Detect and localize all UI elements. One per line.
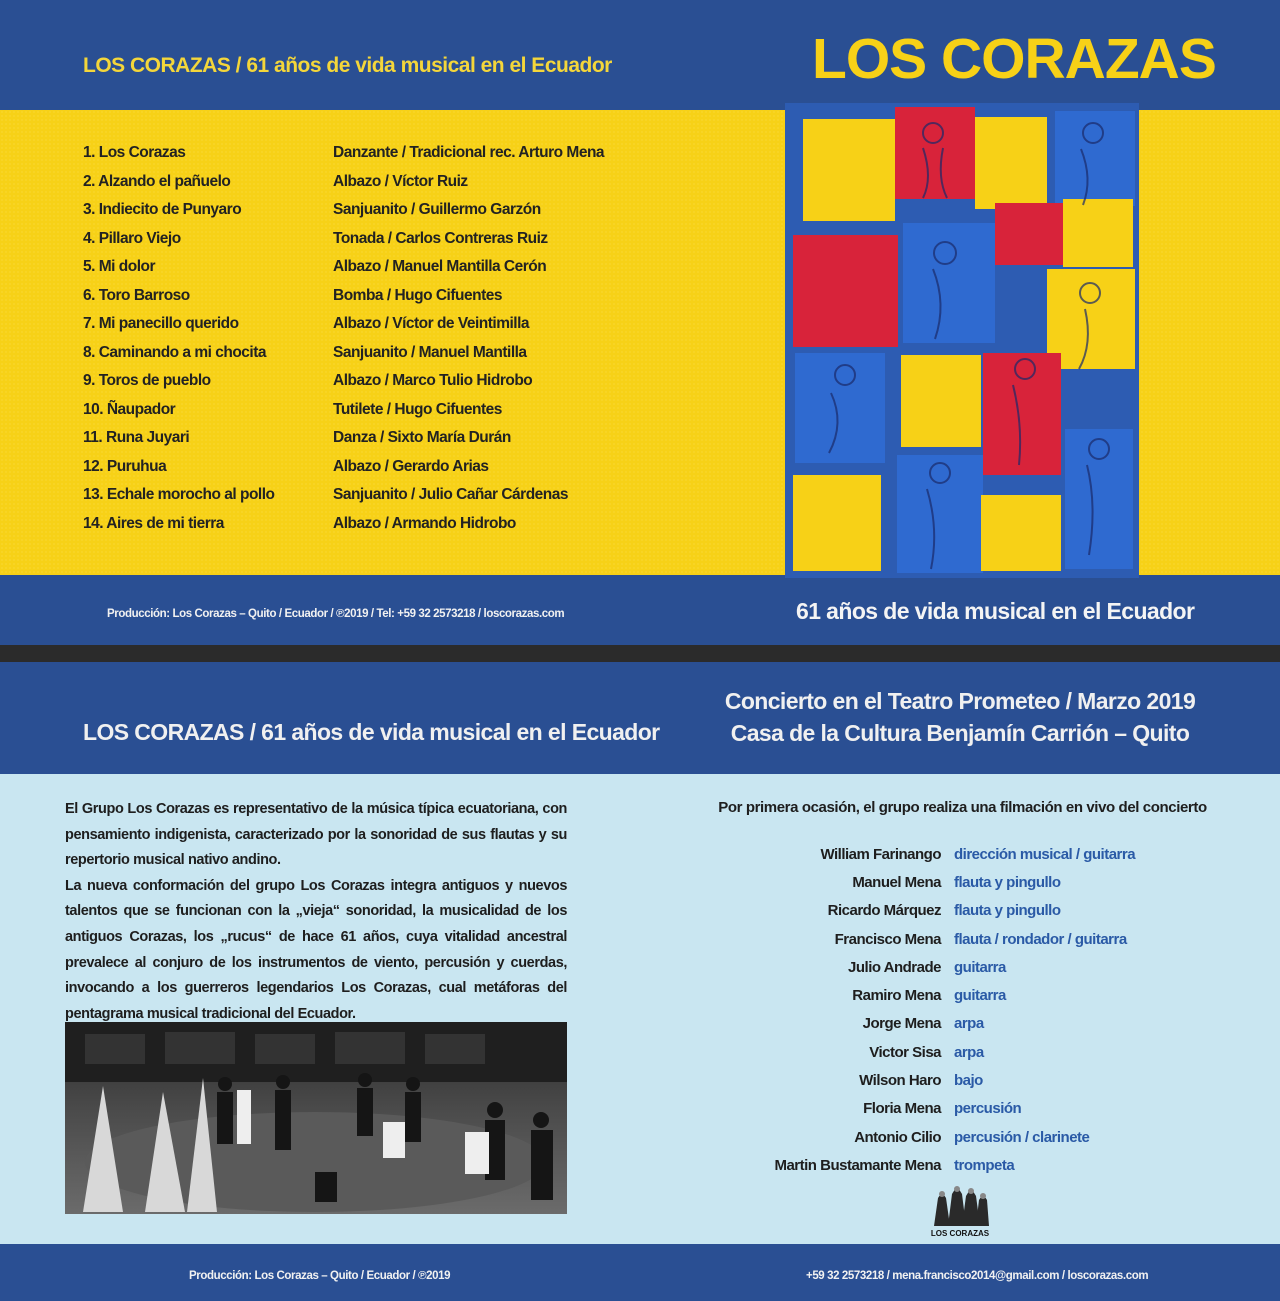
member-name: Victor Sisa (869, 1043, 941, 1061)
genre-item: Tutilete / Hugo Cifuentes (333, 400, 502, 418)
track-item: 7. Mi panecillo querido (83, 315, 239, 332)
member-row (700, 1010, 1220, 1038)
genre-item: Bomba / Hugo Cifuentes (333, 286, 502, 304)
member-row (700, 1123, 1220, 1151)
member-role: dirección musical / guitarra (954, 845, 1136, 863)
genre-item: Albazo / Marco Tulio Hidrobo (333, 372, 533, 389)
member-name: Antonio Cilio (854, 1128, 941, 1146)
member-role: arpa (954, 1043, 984, 1061)
member-row (700, 981, 1220, 1009)
member-name: Floria Mena (863, 1100, 941, 1118)
cover-painting-svg (785, 103, 1139, 578)
member-role: guitarra (954, 958, 1006, 976)
track-item: 11. Runa Juyari (83, 429, 190, 446)
logo-wordmark: LOS CORAZAS (930, 1229, 990, 1238)
track-item: 9. Toros de pueblo (83, 372, 211, 389)
member-row (700, 925, 1220, 953)
panel-divider (0, 645, 1280, 662)
member-role: bajo (954, 1072, 983, 1090)
member-row (700, 953, 1220, 981)
band-logo (928, 1180, 992, 1238)
concert-photo-svg (65, 1022, 567, 1214)
genre-item: Danza / Sixto María Durán (333, 429, 511, 446)
genre-item: Albazo / Armando Hidrobo (333, 514, 516, 532)
track-item: 2. Alzando el pañuelo (83, 172, 231, 190)
top-footer-production: Producción: Los Corazas – Quito / Ecuador / ℗2019 / Tel: +59 32 2573218 / loscorazas.com (107, 608, 565, 620)
member-name: Martin Bustamante Mena (774, 1156, 941, 1174)
track-item: 6. Toro Barroso (83, 286, 190, 304)
member-role: flauta y pingullo (954, 873, 1061, 891)
member-row (700, 897, 1220, 925)
genre-item: Sanjuanito / Guillermo Garzón (333, 201, 541, 218)
member-role: flauta y pingullo (954, 902, 1061, 920)
cover-painting (785, 103, 1139, 578)
group-description (65, 797, 567, 1027)
member-row (700, 868, 1220, 896)
genre-item: Albazo / Víctor Ruiz (333, 172, 468, 190)
bottom-header-title: LOS CORAZAS / 61 años de vida musical en el Ecuador (83, 719, 660, 745)
track-list (83, 144, 313, 543)
genre-item: Albazo / Gerardo Arias (333, 457, 489, 475)
track-item: 1. Los Corazas (83, 144, 186, 161)
member-name: Ramiro Mena (852, 987, 941, 1005)
member-role: percusión / clarinete (954, 1128, 1090, 1146)
track-item: 12. Puruhua (83, 457, 167, 475)
track-item: 5. Mi dolor (83, 258, 155, 275)
genre-item: Danzante / Tradicional rec. Arturo Mena (333, 144, 605, 161)
concert-place-line: Casa de la Cultura Benjamín Carrión – Quito (730, 720, 1190, 746)
top-header-title: LOS CORAZAS / 61 años de vida musical en el Ecuador (83, 54, 612, 77)
member-name: Jorge Mena (862, 1015, 941, 1033)
concert-venue-line: Concierto en el Teatro Prometeo / Marzo 2019 (724, 688, 1196, 714)
genre-item: Sanjuanito / Manuel Mantilla (333, 343, 527, 361)
genre-item: Sanjuanito / Julio Cañar Cárdenas (333, 486, 569, 503)
member-name: Manuel Mena (852, 873, 941, 891)
album-title: LOS CORAZAS (812, 27, 1216, 91)
member-role: flauta / rondador / guitarra (954, 930, 1127, 948)
track-item: 10. Ñaupador (83, 400, 176, 418)
member-row (700, 840, 1220, 868)
track-item: 13. Echale morocho al pollo (83, 486, 275, 503)
member-name: Ricardo Márquez (827, 902, 941, 920)
description-paragraph: La nueva conformación del grupo Los Corazas integra antiguos y nuevos talentos que se funcionan con la „vieja“ sonoridad, la musicalidad de los antiguos Corazas, los „rucus“ de hace 61 años, cuya vitalidad ancestral prevalece al conjuro de los instrumentos de viento, percusión y cuerdas, invocando a los guerreros legendarios Los Corazas, cual metáforas del pentagrama musical tradicional del Ecuador. (65, 877, 567, 1022)
track-item: 14. Aires de mi tierra (83, 514, 224, 532)
bottom-footer-production: Producción: Los Corazas – Quito / Ecuador / ℗2019 (189, 1270, 451, 1282)
member-row (700, 1038, 1220, 1066)
bottom-header-band (0, 662, 1280, 774)
genre-item: Tonada / Carlos Contreras Ruiz (333, 229, 548, 247)
member-row (700, 1066, 1220, 1094)
concert-photo (65, 1022, 567, 1214)
track-item: 3. Indiecito de Punyaro (83, 201, 242, 218)
top-footer-subtitle: 61 años de vida musical en el Ecuador (796, 598, 1195, 624)
member-role: guitarra (954, 987, 1006, 1005)
filming-note: Por primera ocasión, el grupo realiza una filmación en vivo del concierto (718, 799, 1207, 816)
member-row (700, 1151, 1220, 1179)
genre-item: Albazo / Manuel Mantilla Cerón (333, 258, 547, 275)
band-logo-figures (928, 1180, 992, 1228)
member-role: percusión (954, 1100, 1022, 1118)
member-list (700, 840, 1220, 1180)
member-role: trompeta (954, 1156, 1015, 1174)
description-paragraph: El Grupo Los Corazas es representativo de la música típica ecuatoriana, con pensamiento indigenista, caracterizado por la sonoridad de sus flautas y su repertorio musical nativo andino. (65, 801, 567, 869)
genre-composer-list (333, 144, 613, 543)
genre-item: Albazo / Víctor de Veintimilla (333, 315, 530, 332)
bottom-footer-contact: +59 32 2573218 / mena.francisco2014@gmail.com / loscorazas.com (806, 1270, 1149, 1282)
track-item: 8. Caminando a mi chocita (83, 343, 267, 361)
member-name: Julio Andrade (848, 958, 941, 976)
member-name: Wilson Haro (859, 1072, 941, 1090)
member-name: Francisco Mena (834, 930, 941, 948)
member-role: arpa (954, 1015, 984, 1033)
member-name: William Farinango (820, 845, 941, 863)
track-item: 4. Pillaro Viejo (83, 229, 181, 247)
member-row (700, 1095, 1220, 1123)
